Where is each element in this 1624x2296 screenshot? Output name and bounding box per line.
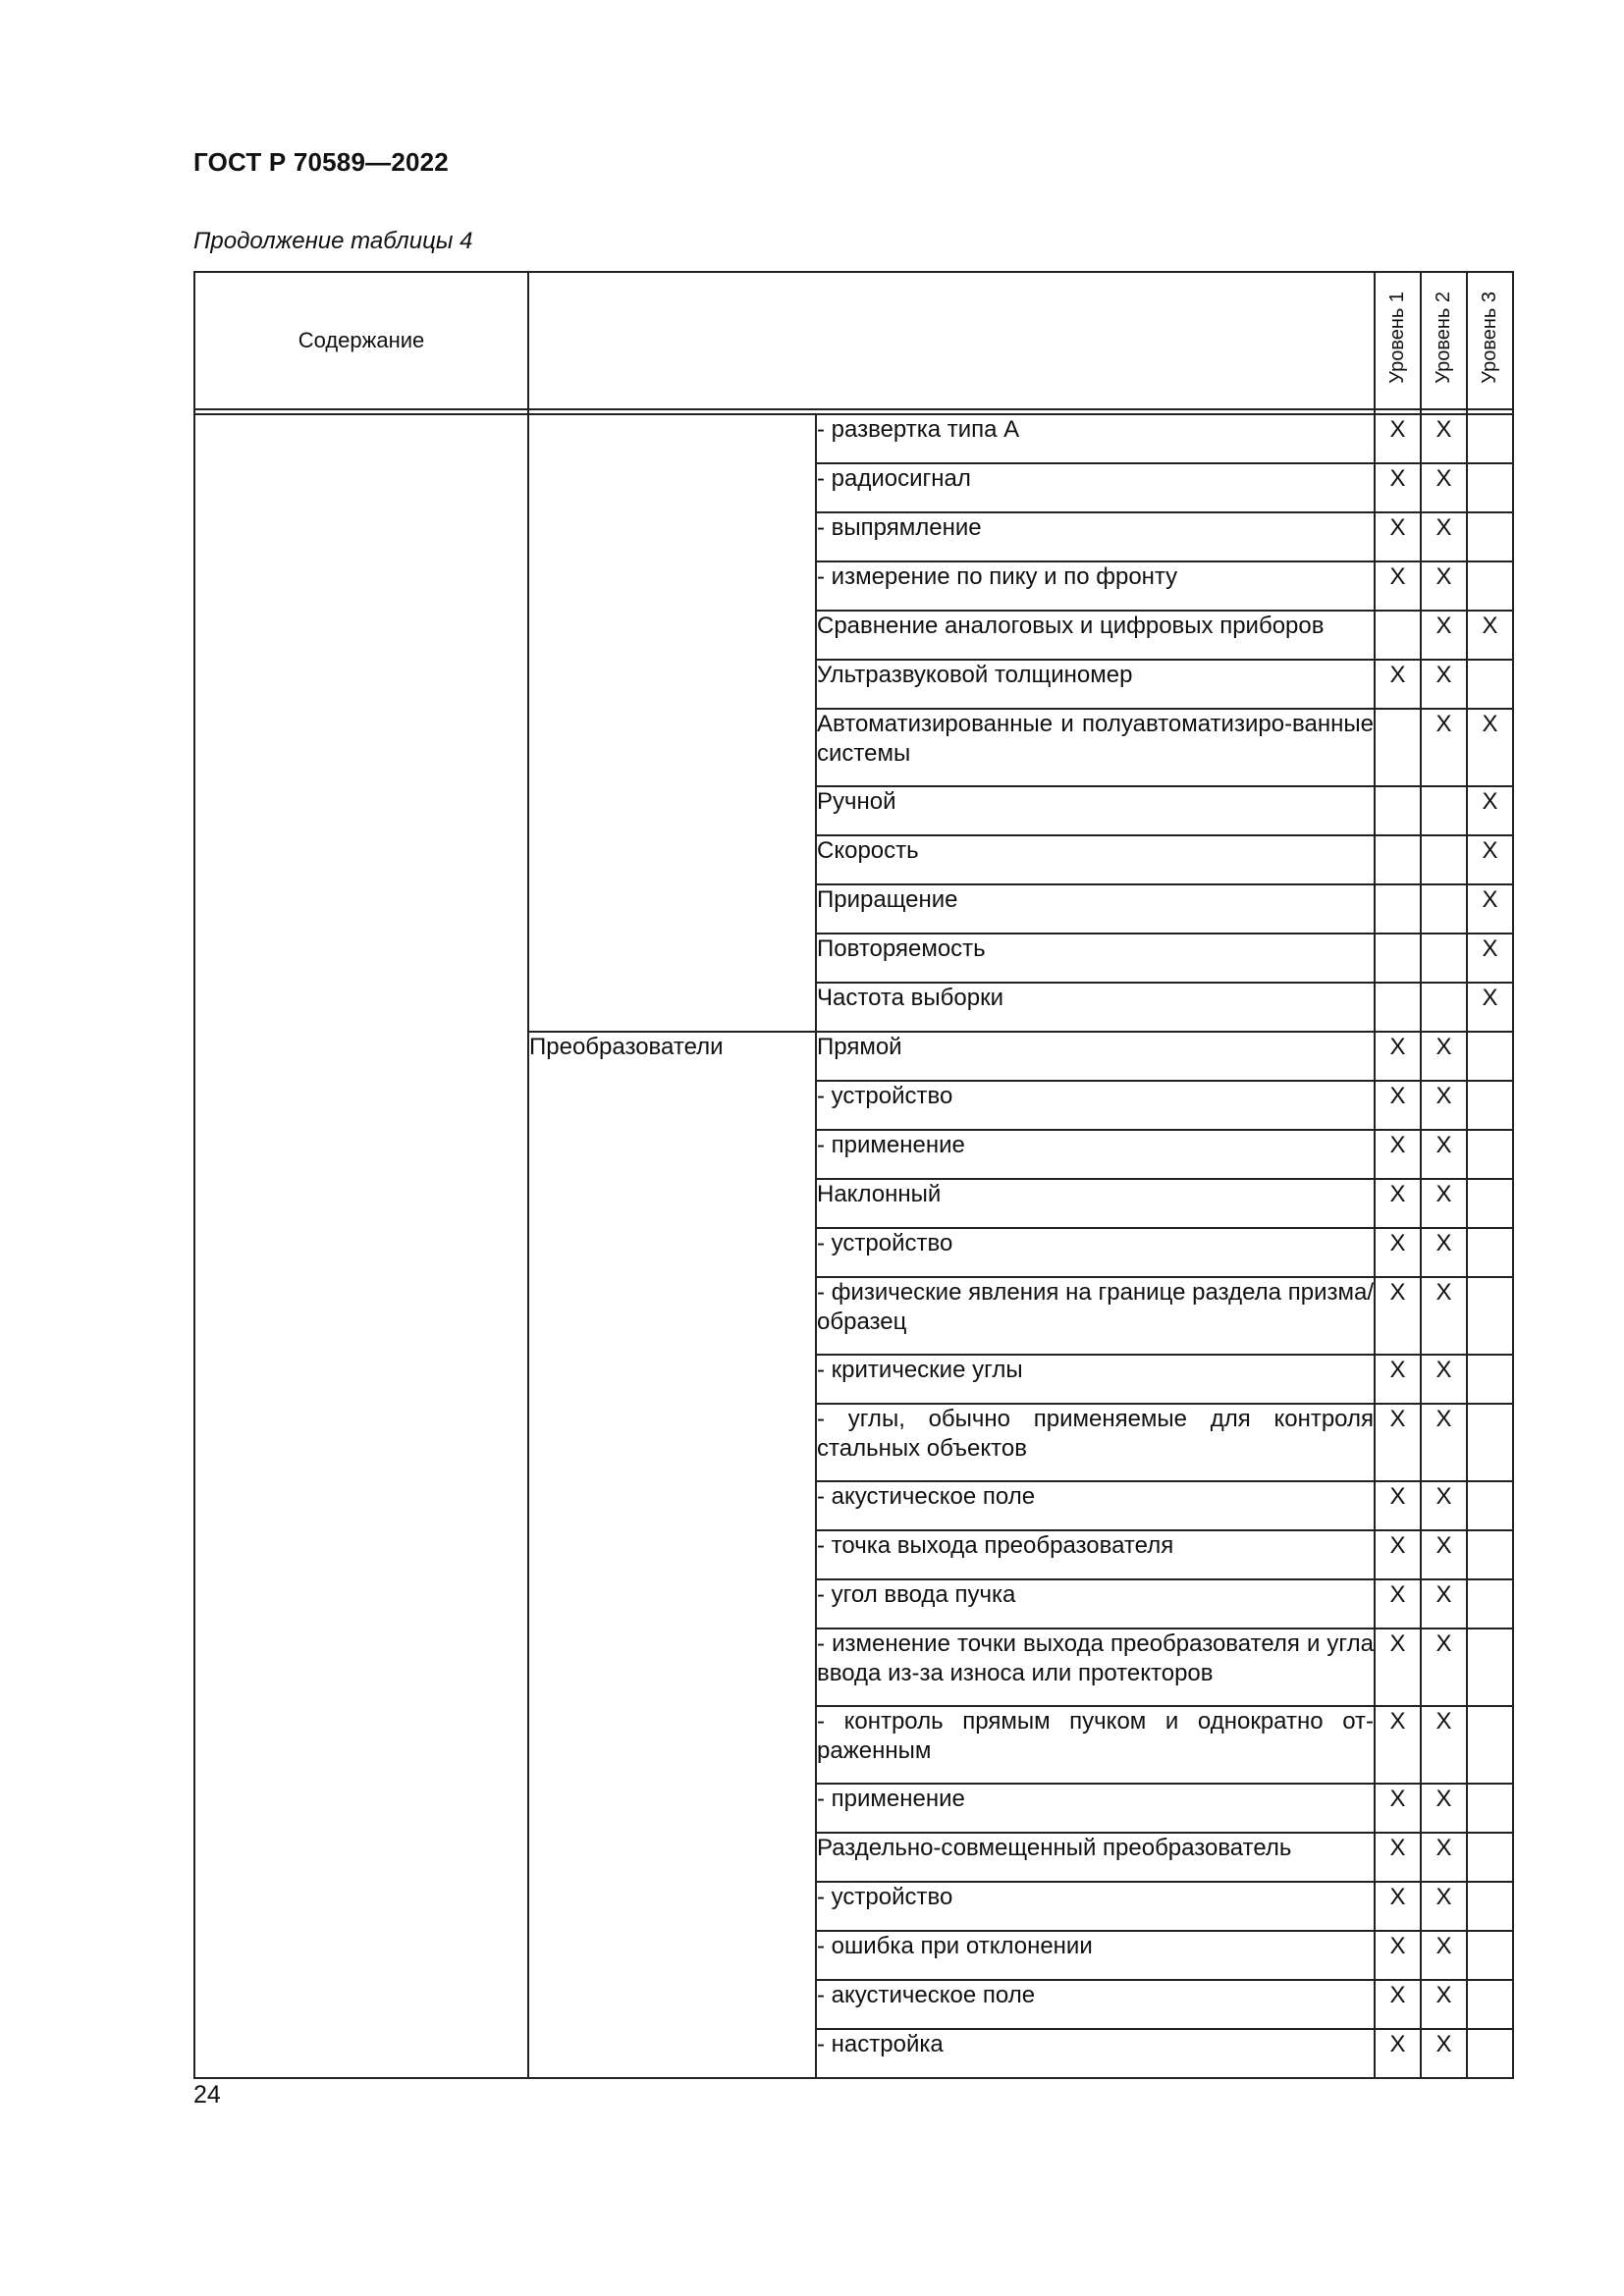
- topic-cell: - устройство: [816, 1882, 1375, 1931]
- content-table: [193, 271, 1514, 2079]
- level-1-mark: X: [1375, 1228, 1421, 1277]
- level-2-mark: X: [1421, 1530, 1467, 1579]
- level-2-mark: X: [1421, 414, 1467, 463]
- level-2-mark: X: [1421, 1404, 1467, 1481]
- table-body: [194, 272, 1513, 2078]
- group-cell: [528, 414, 816, 1032]
- topic-cell: - углы, обычно применяемые для контроля стальных объектов: [816, 1404, 1375, 1481]
- level-1-mark: [1375, 786, 1421, 835]
- level-3-mark: [1467, 1277, 1513, 1355]
- header-level-1-label: Уровень 1: [1386, 291, 1408, 384]
- level-2-mark: X: [1421, 1931, 1467, 1980]
- level-1-mark: X: [1375, 1980, 1421, 2029]
- content-section-cell: [194, 414, 528, 2078]
- level-1-mark: [1375, 884, 1421, 934]
- page-number: 24: [193, 2081, 221, 2109]
- level-3-mark: [1467, 1179, 1513, 1228]
- topic-cell: - физические явления на границе раздела призма/образец: [816, 1277, 1375, 1355]
- topic-cell: Сравнение аналоговых и цифровых приборов: [816, 611, 1375, 660]
- level-2-mark: X: [1421, 1784, 1467, 1833]
- level-2-mark: X: [1421, 1081, 1467, 1130]
- level-3-mark: [1467, 1784, 1513, 1833]
- level-3-mark: [1467, 1081, 1513, 1130]
- level-3-mark: X: [1467, 934, 1513, 983]
- table-header-row: [194, 272, 1513, 409]
- level-2-mark: X: [1421, 611, 1467, 660]
- header-level-2: [1421, 272, 1467, 409]
- level-1-mark: X: [1375, 1833, 1421, 1882]
- level-1-mark: X: [1375, 561, 1421, 611]
- level-1-mark: X: [1375, 1579, 1421, 1629]
- level-1-mark: [1375, 983, 1421, 1032]
- topic-cell: Приращение: [816, 884, 1375, 934]
- topic-cell: Автоматизированные и полуавтоматизиро-ванные системы: [816, 709, 1375, 786]
- level-3-mark: X: [1467, 983, 1513, 1032]
- level-1-mark: [1375, 611, 1421, 660]
- level-1-mark: X: [1375, 1629, 1421, 1706]
- document-header: ГОСТ Р 70589—2022: [193, 147, 449, 177]
- level-2-mark: X: [1421, 1706, 1467, 1784]
- level-2-mark: X: [1421, 561, 1467, 611]
- topic-cell: - радиосигнал: [816, 463, 1375, 512]
- level-3-mark: [1467, 1355, 1513, 1404]
- level-3-mark: [1467, 1980, 1513, 2029]
- level-3-mark: [1467, 1706, 1513, 1784]
- topic-cell: Ручной: [816, 786, 1375, 835]
- level-2-mark: X: [1421, 1032, 1467, 1081]
- topic-cell: Раздельно-совмещенный преобразователь: [816, 1833, 1375, 1882]
- level-2-mark: [1421, 934, 1467, 983]
- level-2-mark: [1421, 884, 1467, 934]
- level-3-mark: [1467, 1530, 1513, 1579]
- level-2-mark: X: [1421, 512, 1467, 561]
- level-2-mark: X: [1421, 1228, 1467, 1277]
- level-1-mark: X: [1375, 2029, 1421, 2078]
- topic-cell: - акустическое поле: [816, 1481, 1375, 1530]
- topic-cell: Повторяемость: [816, 934, 1375, 983]
- topic-cell: - критические углы: [816, 1355, 1375, 1404]
- level-1-mark: X: [1375, 1481, 1421, 1530]
- table-row: [194, 414, 1513, 463]
- level-2-mark: X: [1421, 1481, 1467, 1530]
- topic-cell: - устройство: [816, 1228, 1375, 1277]
- topic-cell: - развертка типа А: [816, 414, 1375, 463]
- level-2-mark: X: [1421, 1882, 1467, 1931]
- header-level-3: [1467, 272, 1513, 409]
- level-1-mark: X: [1375, 660, 1421, 709]
- level-3-mark: [1467, 561, 1513, 611]
- level-3-mark: [1467, 1130, 1513, 1179]
- topic-cell: - измерение по пику и по фронту: [816, 561, 1375, 611]
- level-3-mark: X: [1467, 884, 1513, 934]
- level-1-mark: X: [1375, 1179, 1421, 1228]
- level-1-mark: X: [1375, 1706, 1421, 1784]
- level-3-mark: [1467, 660, 1513, 709]
- level-1-mark: X: [1375, 1032, 1421, 1081]
- level-3-mark: [1467, 1579, 1513, 1629]
- level-3-mark: X: [1467, 709, 1513, 786]
- level-2-mark: [1421, 983, 1467, 1032]
- level-1-mark: X: [1375, 1404, 1421, 1481]
- level-2-mark: X: [1421, 709, 1467, 786]
- level-1-mark: [1375, 709, 1421, 786]
- level-3-mark: [1467, 1629, 1513, 1706]
- topic-cell: Скорость: [816, 835, 1375, 884]
- level-2-mark: [1421, 786, 1467, 835]
- level-1-mark: X: [1375, 1882, 1421, 1931]
- level-2-mark: [1421, 835, 1467, 884]
- level-1-mark: X: [1375, 1784, 1421, 1833]
- level-1-mark: X: [1375, 1130, 1421, 1179]
- topic-cell: - применение: [816, 1130, 1375, 1179]
- level-2-mark: X: [1421, 660, 1467, 709]
- level-3-mark: [1467, 1032, 1513, 1081]
- level-3-mark: [1467, 1833, 1513, 1882]
- topic-cell: Ультразвуковой толщиномер: [816, 660, 1375, 709]
- topic-cell: - применение: [816, 1784, 1375, 1833]
- level-1-mark: X: [1375, 463, 1421, 512]
- level-3-mark: [1467, 512, 1513, 561]
- topic-cell: - контроль прямым пучком и однократно от-раженным: [816, 1706, 1375, 1784]
- header-level-1: [1375, 272, 1421, 409]
- level-3-mark: [1467, 1882, 1513, 1931]
- level-3-mark: [1467, 1481, 1513, 1530]
- level-2-mark: X: [1421, 463, 1467, 512]
- level-3-mark: [1467, 463, 1513, 512]
- header-level-3-label: Уровень 3: [1479, 291, 1500, 384]
- topic-cell: - точка выхода преобразователя: [816, 1530, 1375, 1579]
- topic-cell: - акустическое поле: [816, 1980, 1375, 2029]
- level-3-mark: [1467, 1931, 1513, 1980]
- level-3-mark: X: [1467, 835, 1513, 884]
- level-2-mark: X: [1421, 1980, 1467, 2029]
- topic-cell: - изменение точки выхода преобразователя и угла ввода из-за износа или протекторов: [816, 1629, 1375, 1706]
- level-2-mark: X: [1421, 1277, 1467, 1355]
- topic-cell: - выпрямление: [816, 512, 1375, 561]
- level-3-mark: [1467, 1404, 1513, 1481]
- header-level-2-label: Уровень 2: [1433, 291, 1454, 384]
- level-2-mark: X: [1421, 1179, 1467, 1228]
- level-1-mark: [1375, 835, 1421, 884]
- level-3-mark: X: [1467, 786, 1513, 835]
- level-1-mark: X: [1375, 1355, 1421, 1404]
- level-3-mark: X: [1467, 611, 1513, 660]
- level-1-mark: X: [1375, 1931, 1421, 1980]
- level-3-mark: [1467, 2029, 1513, 2078]
- topic-cell: Прямой: [816, 1032, 1375, 1081]
- level-1-mark: [1375, 934, 1421, 983]
- level-3-mark: [1467, 414, 1513, 463]
- topic-cell: Частота выборки: [816, 983, 1375, 1032]
- level-1-mark: X: [1375, 512, 1421, 561]
- header-content: Содержание: [194, 272, 528, 409]
- topic-cell: - ошибка при отклонении: [816, 1931, 1375, 1980]
- topic-cell: - угол ввода пучка: [816, 1579, 1375, 1629]
- topic-cell: - настройка: [816, 2029, 1375, 2078]
- group-cell: Преобразователи: [528, 1032, 816, 2078]
- level-1-mark: X: [1375, 414, 1421, 463]
- level-1-mark: X: [1375, 1081, 1421, 1130]
- level-2-mark: X: [1421, 2029, 1467, 2078]
- level-3-mark: [1467, 1228, 1513, 1277]
- level-1-mark: X: [1375, 1530, 1421, 1579]
- level-2-mark: X: [1421, 1629, 1467, 1706]
- level-2-mark: X: [1421, 1833, 1467, 1882]
- level-2-mark: X: [1421, 1355, 1467, 1404]
- topic-cell: - устройство: [816, 1081, 1375, 1130]
- level-2-mark: X: [1421, 1130, 1467, 1179]
- table-caption: Продолжение таблицы 4: [193, 228, 473, 254]
- level-1-mark: X: [1375, 1277, 1421, 1355]
- topic-cell: Наклонный: [816, 1179, 1375, 1228]
- level-2-mark: X: [1421, 1579, 1467, 1629]
- header-blank: [528, 272, 1375, 409]
